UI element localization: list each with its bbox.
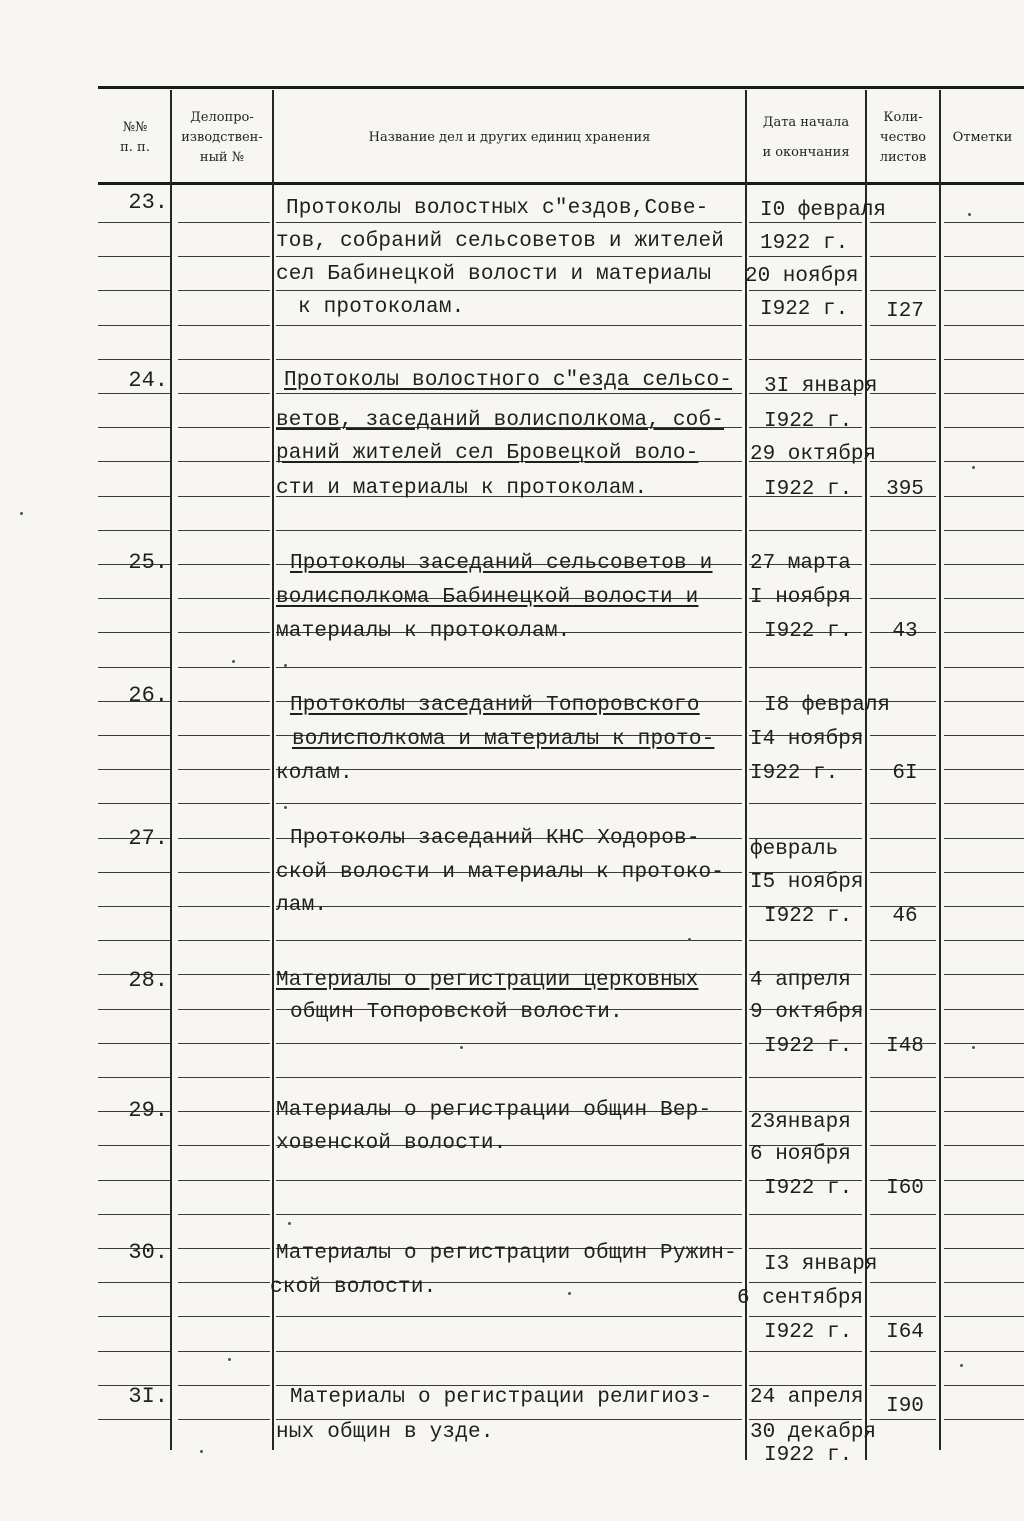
ruled-line [944, 496, 1024, 497]
ruled-line [944, 1214, 1024, 1215]
ruled-line [276, 359, 742, 360]
ruled-line [749, 290, 862, 291]
ruled-line [276, 1214, 742, 1215]
ruled-line [178, 222, 270, 223]
entry-number: 3I. [128, 1384, 168, 1409]
entry-number: 27. [128, 826, 168, 851]
entry-date-line: I922 г. [764, 1177, 853, 1200]
ruled-line [178, 1145, 270, 1146]
entry-date-line: 6 сентября [737, 1287, 864, 1310]
ruled-line [944, 1180, 1024, 1181]
ruled-line [749, 1077, 862, 1078]
entry-sheet-count: I60 [886, 1177, 924, 1200]
entry-date-line: I8 февраля [764, 694, 891, 717]
ruled-line [944, 940, 1024, 941]
ruled-line [178, 1248, 270, 1249]
entry-date-line: I922 г. [764, 620, 853, 643]
entry-title-line: Протоколы заседаний КНС Ходоров- [290, 827, 700, 850]
ruled-line [98, 1316, 170, 1317]
entry-date-line: 23января [750, 1111, 851, 1134]
ruled-line [276, 667, 742, 668]
scan-speck [568, 1292, 571, 1295]
header-sheet-count-cell: Коли- чество листов [879, 110, 927, 165]
ruled-line [749, 1316, 862, 1317]
ruled-line [178, 1419, 270, 1420]
ruled-line [178, 564, 270, 565]
ruled-line [178, 1385, 270, 1386]
ruled-line [178, 838, 270, 839]
ruled-line [749, 803, 862, 804]
scan-speck [284, 664, 287, 667]
scan-speck [284, 806, 287, 809]
ruled-line [178, 940, 270, 941]
entry-number: 23. [128, 190, 168, 215]
ruled-line [178, 530, 270, 531]
entry-date-line: 24 апреля [750, 1386, 864, 1409]
scan-speck [232, 660, 235, 663]
ruled-line [178, 632, 270, 633]
entry-title-line: сел Бабинецкой волости и материалы [276, 263, 712, 286]
ruled-line [944, 1145, 1024, 1146]
scan-speck [200, 1450, 203, 1453]
scan-speck [288, 1222, 291, 1225]
ruled-line [178, 461, 270, 462]
entry-date-line: 3I января [764, 375, 878, 398]
ruled-line [98, 461, 170, 462]
entry-date-line: I922 г. [760, 298, 849, 321]
ruled-line [98, 906, 170, 907]
entry-sheet-count: I90 [886, 1395, 924, 1418]
entry-date-line: I922 г. [764, 1035, 853, 1058]
ruled-line [870, 803, 936, 804]
ruled-line [944, 359, 1024, 360]
ruled-line [98, 803, 170, 804]
ruled-line [276, 1180, 742, 1181]
ruled-line [749, 1351, 862, 1352]
ruled-line [870, 940, 936, 941]
scan-speck [960, 1364, 963, 1367]
entry-sheet-count: 6I [892, 762, 918, 785]
ruled-line [749, 530, 862, 531]
scan-speck [972, 1046, 975, 1049]
entry-sheet-count: I27 [886, 300, 924, 323]
ruled-line [276, 1316, 742, 1317]
entry-date-line: I3 января [764, 1253, 878, 1276]
ruled-line [870, 1214, 936, 1215]
entry-number: 24. [128, 368, 168, 393]
ruled-line [178, 769, 270, 770]
header-office-number-cell: Делопро- изводствен- ный № [181, 110, 263, 165]
ruled-line [870, 290, 936, 291]
entry-date-line: 4 апреля [750, 969, 851, 992]
header-notes-cell: Отметки [952, 130, 1013, 145]
entry-title-line: Протоколы заседаний сельсоветов и [290, 552, 713, 575]
ruled-line [870, 530, 936, 531]
entry-title-line: тов, собраний сельсоветов и жителей [276, 230, 725, 253]
ruled-line [944, 1282, 1024, 1283]
ruled-line [276, 530, 742, 531]
ruled-line [944, 1248, 1024, 1249]
ruled-line [944, 222, 1024, 223]
ruled-line [944, 769, 1024, 770]
entry-number: 30. [128, 1240, 168, 1265]
entry-date-line: 20 ноября [745, 265, 859, 288]
ruled-line [276, 940, 742, 941]
ruled-line [944, 1111, 1024, 1112]
ruled-line [98, 1282, 170, 1283]
ruled-line [98, 325, 170, 326]
header-dates-cell: Дата начала и окончания [762, 115, 850, 160]
ruled-line [178, 496, 270, 497]
ruled-line [870, 325, 936, 326]
entry-title-line: ховенской волости. [276, 1132, 507, 1155]
entry-number: 25. [128, 550, 168, 575]
ruled-line [98, 1214, 170, 1215]
scan-speck [972, 466, 975, 469]
ruled-line [178, 359, 270, 360]
ruled-line [944, 803, 1024, 804]
ruled-line [944, 393, 1024, 394]
entry-title-line: ных общин в узде. [276, 1421, 494, 1444]
ruled-line [944, 1385, 1024, 1386]
ruled-line [870, 1282, 936, 1283]
entry-date-line: I922 г. [764, 410, 853, 433]
ruled-line [749, 1248, 862, 1249]
entry-date-line: I5 ноября [750, 871, 864, 894]
entry-sheet-count: I64 [886, 1321, 924, 1344]
ruled-line [944, 530, 1024, 531]
entry-sheet-count: 43 [892, 620, 918, 643]
entry-title-line: материалы к протоколам. [276, 620, 571, 643]
entry-number: 29. [128, 1098, 168, 1123]
ruled-line [749, 1282, 862, 1283]
ruled-line [98, 598, 170, 599]
ruled-line [98, 222, 170, 223]
ruled-line [870, 1248, 936, 1249]
ruled-line [98, 427, 170, 428]
ruled-line [98, 735, 170, 736]
entry-date-line: I922 г. [764, 1321, 853, 1344]
ruled-line [870, 1077, 936, 1078]
ruled-line [98, 667, 170, 668]
entry-title-line: Материалы о регистрации церковных [276, 969, 699, 992]
ruled-line [178, 1043, 270, 1044]
column-divider [272, 90, 274, 1450]
ruled-line [98, 530, 170, 531]
ruled-line [944, 1009, 1024, 1010]
entry-date-line: I0 февраля [760, 199, 887, 222]
ruled-line [276, 290, 742, 291]
ruled-line [178, 1214, 270, 1215]
ruled-line [178, 906, 270, 907]
ruled-line [944, 1043, 1024, 1044]
ruled-line [276, 222, 742, 223]
header-top-rule [98, 86, 1024, 89]
ruled-line [749, 325, 862, 326]
entry-date-line: I ноября [750, 586, 851, 609]
ruled-line [870, 359, 936, 360]
entry-date-line: I922 г. [764, 1444, 853, 1467]
ruled-line [749, 667, 862, 668]
entry-title-line: раний жителей сел Бровецкой воло- [276, 442, 699, 465]
ruled-line [178, 325, 270, 326]
entry-title-line: Протоколы заседаний Топоровского [290, 694, 700, 717]
ruled-line [944, 1351, 1024, 1352]
entry-title-line: Протоколы волостных с"ездов,Сове- [286, 197, 709, 220]
ruled-line [944, 1419, 1024, 1420]
ruled-line [178, 1282, 270, 1283]
entry-date-line: 30 декабря [750, 1421, 877, 1444]
ruled-line [178, 256, 270, 257]
ruled-line [98, 496, 170, 497]
ruled-line [870, 1316, 936, 1317]
ruled-line [178, 872, 270, 873]
ruled-line [944, 632, 1024, 633]
ruled-line [178, 427, 270, 428]
ruled-line [276, 803, 742, 804]
ruled-line [178, 1180, 270, 1181]
ruled-line [944, 564, 1024, 565]
ruled-line [944, 427, 1024, 428]
entry-date-line: I4 ноября [750, 728, 864, 751]
ruled-line [944, 735, 1024, 736]
ruled-line [944, 290, 1024, 291]
entry-title-line: колам. [276, 762, 353, 785]
ruled-line [178, 735, 270, 736]
ruled-line [749, 1214, 862, 1215]
entry-title-line: Материалы о регистрации религиоз- [290, 1386, 713, 1409]
ruled-line [749, 359, 862, 360]
header-number-cell: №№ п. п. [120, 120, 150, 155]
ruled-line [98, 769, 170, 770]
ruled-line [870, 667, 936, 668]
ruled-line [944, 701, 1024, 702]
ruled-line [749, 940, 862, 941]
ruled-line [178, 701, 270, 702]
ruled-line [870, 1351, 936, 1352]
entry-title-line: ветов, заседаний волисполкома, соб- [276, 409, 725, 432]
entry-number: 28. [128, 968, 168, 993]
ruled-line [944, 598, 1024, 599]
entry-title-line: общин Топоровской волости. [290, 1001, 623, 1024]
ruled-line [276, 1077, 742, 1078]
ruled-line [276, 1043, 742, 1044]
entry-title-line: волисполкома и материалы к прото- [292, 728, 715, 751]
ruled-line [276, 256, 742, 257]
ruled-line [944, 974, 1024, 975]
entry-date-line: 6 ноября [750, 1143, 851, 1166]
entry-date-line: I922 г. [764, 905, 853, 928]
entry-number: 26. [128, 683, 168, 708]
entry-date-line: I922 г. [764, 478, 853, 501]
ruled-line [178, 1351, 270, 1352]
entry-sheet-count: I48 [886, 1035, 924, 1058]
ruled-line [276, 325, 742, 326]
entry-title-line: лам. [276, 894, 328, 917]
ruled-line [98, 1077, 170, 1078]
ruled-line [178, 974, 270, 975]
ruled-line [98, 1180, 170, 1181]
ruled-line [98, 256, 170, 257]
entry-date-line: 1922 г. [760, 232, 849, 255]
ruled-line [178, 1009, 270, 1010]
ruled-line [178, 290, 270, 291]
entry-title-line: Протоколы волостного с"езда сельсо- [284, 369, 733, 392]
entry-title-line: Материалы о регистрации общин Вер- [276, 1099, 712, 1122]
ruled-line [178, 1077, 270, 1078]
ruled-line [944, 838, 1024, 839]
scan-speck [20, 512, 23, 515]
ruled-line [178, 803, 270, 804]
ruled-line [98, 1043, 170, 1044]
ruled-line [944, 872, 1024, 873]
ruled-line [944, 1077, 1024, 1078]
entry-title-line: Материалы о регистрации общин Ружин- [276, 1242, 737, 1265]
ruled-line [98, 359, 170, 360]
ruled-line [98, 940, 170, 941]
ruled-line [944, 906, 1024, 907]
ruled-line [98, 290, 170, 291]
ruled-line [98, 872, 170, 873]
ruled-line [98, 1419, 170, 1420]
entry-title-line: к протоколам. [298, 296, 465, 319]
scan-speck [688, 938, 691, 941]
ruled-line [944, 667, 1024, 668]
ruled-line [944, 461, 1024, 462]
ruled-line [98, 632, 170, 633]
entry-title-line: ской волости и материалы к протоко- [276, 861, 725, 884]
ruled-line [944, 256, 1024, 257]
entry-title-line: сти и материалы к протоколам. [276, 477, 648, 500]
scan-speck [968, 213, 971, 216]
entry-date-line: февраль [750, 838, 839, 861]
entry-sheet-count: 46 [892, 905, 918, 928]
scan-speck [228, 1358, 231, 1361]
ruled-line [98, 1009, 170, 1010]
ruled-line [178, 393, 270, 394]
ruled-line [98, 1351, 170, 1352]
ruled-line [944, 1316, 1024, 1317]
ruled-line [98, 1145, 170, 1146]
header-title-cell: Название дел и других единиц хранения [368, 130, 651, 145]
entry-date-line: I922 г. [750, 762, 839, 785]
entry-title-line: волисполкома Бабинецкой волости и [276, 586, 699, 609]
scan-speck [460, 1046, 463, 1049]
ruled-line [178, 1316, 270, 1317]
ruled-line [944, 325, 1024, 326]
ruled-line [178, 598, 270, 599]
entry-title-line: ской волости. [270, 1276, 437, 1299]
ruled-line [178, 667, 270, 668]
entry-date-line: 9 октября [750, 1001, 864, 1024]
entry-date-line: 27 марта [750, 552, 851, 575]
column-divider [170, 90, 172, 1450]
entry-date-line: 29 октября [750, 443, 877, 466]
ruled-line [276, 1351, 742, 1352]
entry-sheet-count: 395 [886, 478, 924, 501]
ruled-line [178, 1111, 270, 1112]
